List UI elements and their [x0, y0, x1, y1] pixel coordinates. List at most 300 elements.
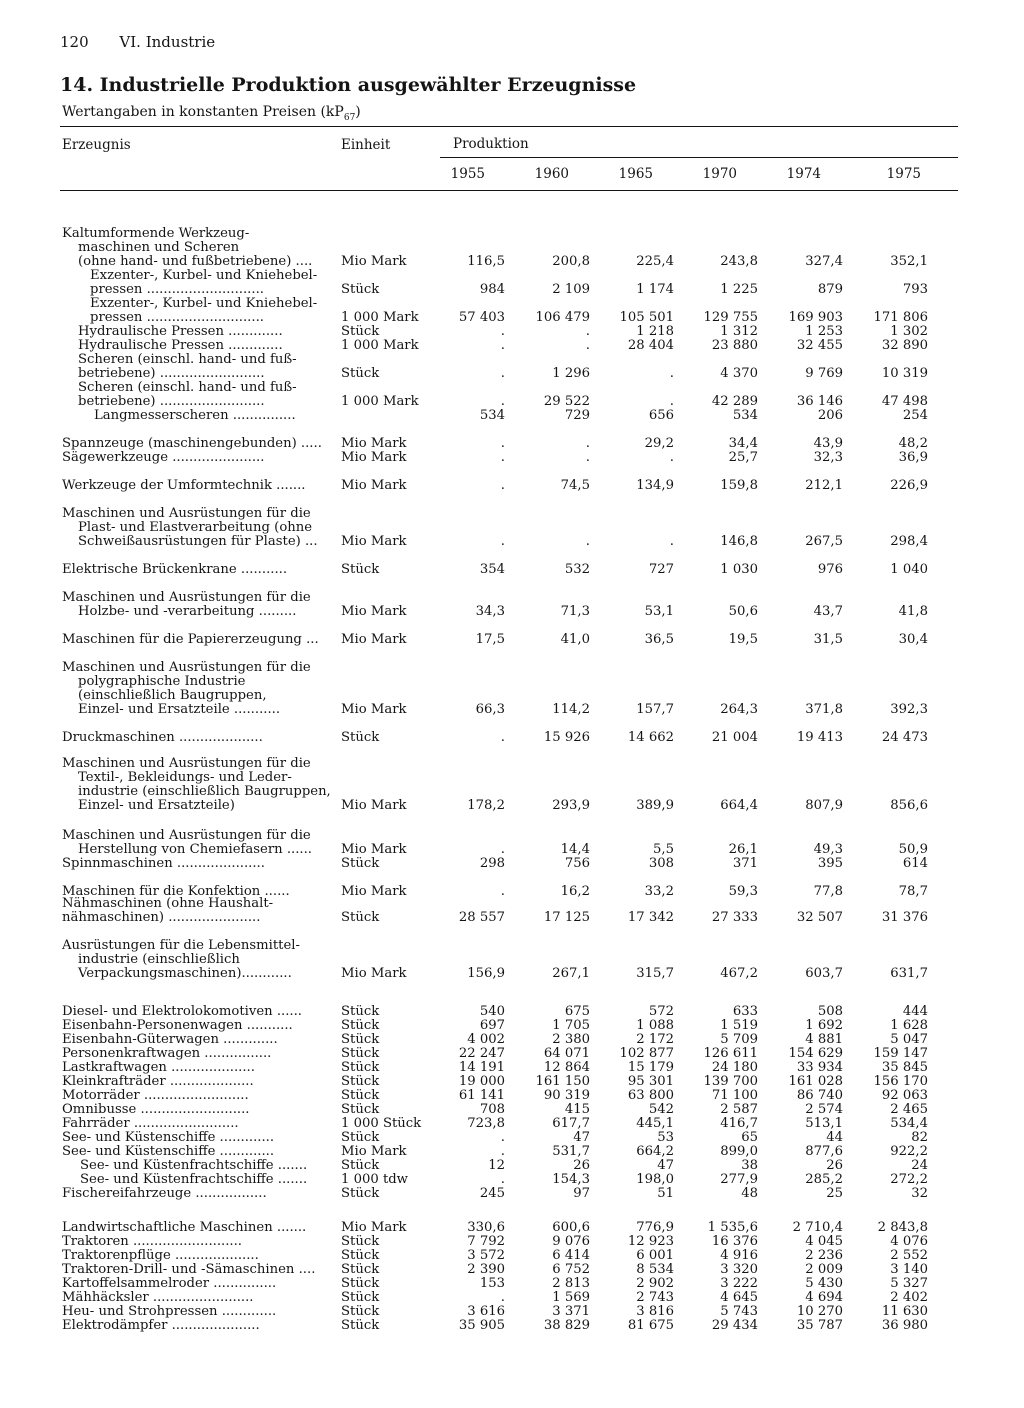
- table-row: [0, 381, 1024, 409]
- value-1965: 225,4: [636, 254, 674, 269]
- value-1960: 415: [564, 1102, 590, 1117]
- row-label-line: Eisenbahn-Güterwagen .............: [62, 1032, 278, 1047]
- value-1965: 308: [648, 856, 674, 871]
- value-1970: 664,4: [720, 798, 758, 813]
- value-1955: .: [500, 436, 505, 451]
- value-1974: 877,6: [805, 1144, 843, 1159]
- value-1970: 23 880: [711, 338, 758, 353]
- row-label-line: betriebene) .........................: [78, 394, 265, 409]
- row-label-line: Nähmaschinen (ohne Haushalt-: [62, 896, 274, 911]
- value-1974: 4 881: [805, 1032, 843, 1047]
- row-unit: Mio Mark: [341, 450, 407, 465]
- value-1955: .: [500, 842, 505, 857]
- row-label-line: Kleinkrafträder ....................: [62, 1074, 254, 1089]
- row-label-line: Druckmaschinen ....................: [62, 730, 263, 745]
- value-1955: 3 616: [467, 1304, 505, 1319]
- value-1960: 97: [573, 1186, 590, 1201]
- value-1955: .: [500, 1144, 505, 1159]
- value-1965: .: [669, 366, 674, 381]
- value-1960: .: [585, 534, 590, 549]
- value-1955: 14 191: [458, 1060, 505, 1075]
- table-row: [0, 1005, 1024, 1019]
- value-1974: 879: [817, 282, 843, 297]
- value-1974: 513,1: [805, 1116, 843, 1131]
- value-1960: 1 705: [552, 1018, 590, 1033]
- value-1974: 161 028: [788, 1074, 843, 1089]
- table-row: [0, 1187, 1024, 1201]
- table-row: [0, 1249, 1024, 1263]
- value-1965: 389,9: [636, 798, 674, 813]
- value-1965: 2 902: [636, 1276, 674, 1291]
- year-header-1955: 1955: [450, 166, 485, 182]
- value-1970: 129 755: [703, 310, 758, 325]
- table-row: [0, 939, 1024, 981]
- value-1970: 126 611: [703, 1046, 758, 1061]
- value-1965: 776,9: [636, 1220, 674, 1235]
- value-1975: 30,4: [898, 632, 928, 647]
- value-1960: 106 479: [535, 310, 590, 325]
- row-unit: Mio Mark: [341, 254, 407, 269]
- table-row: [0, 227, 1024, 269]
- value-1970: 3 222: [720, 1276, 758, 1291]
- row-unit: Stück: [341, 1102, 380, 1117]
- row-unit: Stück: [341, 324, 380, 339]
- value-1955: 697: [479, 1018, 505, 1033]
- row-unit: Stück: [341, 1018, 380, 1033]
- value-1955: 245: [479, 1186, 505, 1201]
- value-1960: 64 071: [543, 1046, 590, 1061]
- value-1960: 200,8: [552, 254, 590, 269]
- value-1965: 198,0: [636, 1172, 674, 1187]
- value-1965: 1 218: [636, 324, 674, 339]
- subtitle-subscript: 67: [343, 112, 356, 123]
- value-1955: .: [500, 1130, 505, 1145]
- row-label-line: Holzbe- und -verarbeitung .........: [78, 604, 297, 619]
- value-1970: 19,5: [728, 632, 758, 647]
- table-row: [0, 1033, 1024, 1047]
- value-1955: .: [500, 366, 505, 381]
- value-1970: 264,3: [720, 702, 758, 717]
- row-unit: Stück: [341, 366, 380, 381]
- value-1965: 445,1: [636, 1116, 674, 1131]
- year-header-1965: 1965: [618, 166, 653, 182]
- value-1965: 134,9: [636, 478, 674, 493]
- row-unit: Mio Mark: [341, 604, 407, 619]
- row-unit: Stück: [341, 1276, 380, 1291]
- value-1975: 614: [902, 856, 928, 871]
- row-unit: Stück: [341, 910, 380, 925]
- value-1960: 74,5: [560, 478, 590, 493]
- row-label-line: Werkzeuge der Umformtechnik .......: [62, 478, 306, 493]
- value-1975: 922,2: [890, 1144, 928, 1159]
- value-1965: 5,5: [653, 842, 674, 857]
- value-1974: 2 236: [805, 1248, 843, 1263]
- value-1955: .: [500, 884, 505, 899]
- value-1965: 664,2: [636, 1144, 674, 1159]
- table-row: [0, 1145, 1024, 1159]
- value-1955: 34,3: [475, 604, 505, 619]
- row-unit: Mio Mark: [341, 478, 407, 493]
- value-1975: 11 630: [881, 1304, 928, 1319]
- value-1974: 44: [826, 1130, 843, 1145]
- value-1955: 534: [479, 408, 505, 423]
- row-label-line: Eisenbahn-Personenwagen ...........: [62, 1018, 293, 1033]
- value-1974: 1 692: [805, 1018, 843, 1033]
- row-unit: 1 000 Stück: [341, 1116, 422, 1131]
- value-1965: 8 534: [636, 1262, 674, 1277]
- chapter-title: VI. Industrie: [119, 33, 216, 51]
- row-unit: Mio Mark: [341, 534, 407, 549]
- value-1970: 1 519: [720, 1018, 758, 1033]
- value-1965: 15 179: [627, 1060, 674, 1075]
- row-label-line: Maschinen und Ausrüstungen für die: [62, 660, 311, 675]
- value-1955: 61 141: [458, 1088, 505, 1103]
- value-1960: 2 813: [552, 1276, 590, 1291]
- year-header-1970: 1970: [702, 166, 737, 182]
- value-1965: 53: [657, 1130, 674, 1145]
- value-1975: 41,8: [898, 604, 928, 619]
- value-1965: 28 404: [627, 338, 674, 353]
- column-header-unit: Einheit: [341, 137, 391, 153]
- row-label-line: Schweißausrüstungen für Plaste) ...: [78, 534, 318, 549]
- value-1955: .: [500, 534, 505, 549]
- row-label-line: Herstellung von Chemiefasern ......: [78, 842, 312, 857]
- value-1965: 36,5: [644, 632, 674, 647]
- value-1955: 7 792: [467, 1234, 505, 1249]
- value-1974: 267,5: [805, 534, 843, 549]
- row-label-line: Exzenter-, Kurbel- und Kniehebel-: [90, 268, 318, 283]
- value-1965: 81 675: [627, 1318, 674, 1333]
- value-1975: 3 140: [890, 1262, 928, 1277]
- value-1955: 28 557: [458, 910, 505, 925]
- value-1975: 5 327: [890, 1276, 928, 1291]
- row-label-line: Einzel- und Ersatzteile): [78, 798, 235, 813]
- row-unit: Mio Mark: [341, 436, 407, 451]
- value-1970: 48: [741, 1186, 758, 1201]
- value-1975: 631,7: [890, 966, 928, 981]
- value-1965: 63 800: [627, 1088, 674, 1103]
- value-1975: 36,9: [898, 450, 928, 465]
- value-1974: 10 270: [796, 1304, 843, 1319]
- value-1975: 31 376: [881, 910, 928, 925]
- value-1975: 171 806: [873, 310, 928, 325]
- year-header-1960: 1960: [534, 166, 569, 182]
- value-1955: 540: [479, 1004, 505, 1019]
- table-row: [0, 731, 1024, 745]
- row-label-line: polygraphische Industrie: [78, 674, 246, 689]
- value-1960: 756: [564, 856, 590, 871]
- value-1975: 254: [902, 408, 928, 423]
- value-1974: 36 146: [796, 394, 843, 409]
- value-1960: 6 414: [552, 1248, 590, 1263]
- row-label-line: Elektrische Brückenkrane ...........: [62, 562, 288, 577]
- value-1955: 330,6: [467, 1220, 505, 1235]
- value-1970: 25,7: [728, 450, 758, 465]
- table-row: [0, 339, 1024, 353]
- value-1970: 59,3: [728, 884, 758, 899]
- row-unit: Mio Mark: [341, 798, 407, 813]
- value-1960: 29 522: [543, 394, 590, 409]
- table-title: 14. Industrielle Produktion ausgewählter Erzeugnisse: [60, 74, 637, 96]
- value-1965: 17 342: [627, 910, 674, 925]
- value-1975: 47 498: [881, 394, 928, 409]
- value-1970: 146,8: [720, 534, 758, 549]
- value-1960: 1 569: [552, 1290, 590, 1305]
- row-unit: Stück: [341, 1088, 380, 1103]
- value-1975: 534,4: [890, 1116, 928, 1131]
- value-1955: 66,3: [475, 702, 505, 717]
- row-unit: Mio Mark: [341, 842, 407, 857]
- value-1960: 293,9: [552, 798, 590, 813]
- value-1974: 169 903: [788, 310, 843, 325]
- value-1965: 315,7: [636, 966, 674, 981]
- value-1975: 4 076: [890, 1234, 928, 1249]
- value-1970: 277,9: [720, 1172, 758, 1187]
- column-header-product: Erzeugnis: [62, 137, 131, 153]
- value-1960: 161 150: [535, 1074, 590, 1089]
- value-1955: 4 002: [467, 1032, 505, 1047]
- table-row: [0, 437, 1024, 451]
- row-unit: Mio Mark: [341, 966, 407, 981]
- value-1955: 298: [479, 856, 505, 871]
- value-1970: 139 700: [703, 1074, 758, 1089]
- value-1974: 32,3: [813, 450, 843, 465]
- row-label-line: Traktorenpflüge ....................: [62, 1248, 259, 1263]
- value-1975: 36 980: [881, 1318, 928, 1333]
- row-label-line: (ohne hand- und fußbetriebene) ....: [78, 254, 313, 269]
- value-1975: 24 473: [881, 730, 928, 745]
- row-label-line: pressen ............................: [90, 310, 264, 325]
- value-1955: 3 572: [467, 1248, 505, 1263]
- value-1965: 53,1: [644, 604, 674, 619]
- value-1975: 82: [911, 1130, 928, 1145]
- value-1970: 4 645: [720, 1290, 758, 1305]
- value-1960: .: [585, 324, 590, 339]
- value-1960: .: [585, 338, 590, 353]
- table-row: [0, 1131, 1024, 1145]
- value-1974: 1 253: [805, 324, 843, 339]
- row-label-line: See- und Küstenfrachtschiffe .......: [80, 1158, 308, 1173]
- row-unit: 1 000 Mark: [341, 310, 419, 325]
- value-1965: 14 662: [627, 730, 674, 745]
- table-row: [0, 897, 1024, 925]
- row-label-line: Motorräder .........................: [62, 1088, 249, 1103]
- value-1960: 154,3: [552, 1172, 590, 1187]
- table-row: [0, 353, 1024, 381]
- row-unit: Stück: [341, 1158, 380, 1173]
- value-1974: 976: [817, 562, 843, 577]
- table-row: [0, 1263, 1024, 1277]
- table-row: [0, 563, 1024, 577]
- row-label-line: Maschinen und Ausrüstungen für die: [62, 756, 311, 771]
- value-1974: 86 740: [796, 1088, 843, 1103]
- value-1970: 416,7: [720, 1116, 758, 1131]
- value-1955: 17,5: [475, 632, 505, 647]
- table-row: [0, 325, 1024, 339]
- row-unit: Stück: [341, 1130, 380, 1145]
- value-1970: 4 370: [720, 366, 758, 381]
- row-label-line: industrie (einschließlich: [78, 952, 240, 967]
- row-label-line: Maschinen für die Konfektion ......: [62, 884, 290, 899]
- row-unit: Stück: [341, 1234, 380, 1249]
- value-1960: 38 829: [543, 1318, 590, 1333]
- value-1965: 12 923: [627, 1234, 674, 1249]
- row-label-line: Traktoren ..........................: [62, 1234, 242, 1249]
- value-1970: 1 225: [720, 282, 758, 297]
- value-1975: 78,7: [898, 884, 928, 899]
- value-1955: 984: [479, 282, 505, 297]
- value-1955: 156,9: [467, 966, 505, 981]
- row-label-line: Maschinen und Ausrüstungen für die: [62, 590, 311, 605]
- row-unit: Stück: [341, 282, 380, 297]
- value-1960: 6 752: [552, 1262, 590, 1277]
- value-1960: 12 864: [543, 1060, 590, 1075]
- value-1955: 178,2: [467, 798, 505, 813]
- value-1974: 25: [826, 1186, 843, 1201]
- value-1965: 157,7: [636, 702, 674, 717]
- value-1974: 371,8: [805, 702, 843, 717]
- row-label-line: Plast- und Elastverarbeitung (ohne: [78, 520, 313, 535]
- value-1955: .: [500, 394, 505, 409]
- row-label-line: Scheren (einschl. hand- und fuß-: [78, 352, 297, 367]
- row-label-line: Spinnmaschinen .....................: [62, 856, 265, 871]
- value-1965: 51: [657, 1186, 674, 1201]
- row-label-line: Mähhäcksler ........................: [62, 1290, 254, 1305]
- value-1960: 1 296: [552, 366, 590, 381]
- value-1955: 116,5: [467, 254, 505, 269]
- value-1974: 32 455: [796, 338, 843, 353]
- row-unit: 1 000 Mark: [341, 338, 419, 353]
- table-row: [0, 479, 1024, 493]
- row-label-line: Maschinen und Ausrüstungen für die: [62, 828, 311, 843]
- value-1975: 156 170: [873, 1074, 928, 1089]
- value-1975: 5 047: [890, 1032, 928, 1047]
- value-1975: 226,9: [890, 478, 928, 493]
- value-1965: 1 174: [636, 282, 674, 297]
- value-1965: 656: [648, 408, 674, 423]
- value-1974: 19 413: [796, 730, 843, 745]
- value-1970: 21 004: [711, 730, 758, 745]
- table-row: [0, 857, 1024, 871]
- value-1960: 14,4: [560, 842, 590, 857]
- value-1970: 3 320: [720, 1262, 758, 1277]
- value-1960: 47: [573, 1130, 590, 1145]
- value-1960: .: [585, 436, 590, 451]
- value-1955: 2 390: [467, 1262, 505, 1277]
- row-label-line: Omnibusse ..........................: [62, 1102, 250, 1117]
- value-1974: 285,2: [805, 1172, 843, 1187]
- row-label-line: Einzel- und Ersatzteile ...........: [78, 702, 281, 717]
- value-1970: 27 333: [711, 910, 758, 925]
- value-1955: .: [500, 324, 505, 339]
- row-label-line: Traktoren-Drill- und -Sämaschinen ....: [62, 1262, 316, 1277]
- row-label-line: betriebene) .........................: [78, 366, 265, 381]
- value-1970: 633: [732, 1004, 758, 1019]
- value-1970: 71 100: [711, 1088, 758, 1103]
- row-unit: 1 000 Mark: [341, 394, 419, 409]
- value-1970: 5 743: [720, 1304, 758, 1319]
- row-label-line: Heu- und Strohpressen .............: [62, 1304, 277, 1319]
- value-1970: 899,0: [720, 1144, 758, 1159]
- value-1960: 16,2: [560, 884, 590, 899]
- row-unit: Stück: [341, 1004, 380, 1019]
- table-row: [0, 1173, 1024, 1187]
- value-1965: .: [669, 450, 674, 465]
- row-label-line: Maschinen und Ausrüstungen für die: [62, 506, 311, 521]
- row-label-line: Scheren (einschl. hand- und fuß-: [78, 380, 297, 395]
- value-1974: 77,8: [813, 884, 843, 899]
- value-1965: 727: [648, 562, 674, 577]
- value-1970: 1 535,6: [707, 1220, 758, 1235]
- row-label-line: See- und Küstenschiffe .............: [62, 1144, 275, 1159]
- page-number: 120: [60, 33, 89, 51]
- value-1960: 2 380: [552, 1032, 590, 1047]
- table-row: [0, 507, 1024, 549]
- row-unit: Stück: [341, 1074, 380, 1089]
- table-row: [0, 1103, 1024, 1117]
- value-1955: .: [500, 450, 505, 465]
- row-label-line: Verpackungsmaschinen)............: [78, 966, 292, 981]
- row-label-line: (einschließlich Baugruppen,: [78, 688, 267, 703]
- row-label-line: Elektrodämpfer .....................: [62, 1318, 260, 1333]
- value-1965: 33,2: [644, 884, 674, 899]
- value-1970: 26,1: [728, 842, 758, 857]
- row-unit: Stück: [341, 730, 380, 745]
- value-1975: 50,9: [898, 842, 928, 857]
- value-1970: 24 180: [711, 1060, 758, 1075]
- value-1965: .: [669, 394, 674, 409]
- value-1965: 6 001: [636, 1248, 674, 1263]
- value-1960: 9 076: [552, 1234, 590, 1249]
- table-row: [0, 661, 1024, 717]
- value-1975: 92 063: [881, 1088, 928, 1103]
- value-1975: 2 402: [890, 1290, 928, 1305]
- value-1955: .: [500, 478, 505, 493]
- row-unit: Stück: [341, 1186, 380, 1201]
- value-1960: 729: [564, 408, 590, 423]
- row-label-line: pressen ............................: [90, 282, 264, 297]
- value-1974: 5 430: [805, 1276, 843, 1291]
- table-row: [0, 1019, 1024, 1033]
- table-row: [0, 1075, 1024, 1089]
- table-row: [0, 1235, 1024, 1249]
- value-1974: 395: [817, 856, 843, 871]
- value-1965: 47: [657, 1158, 674, 1173]
- table-row: [0, 591, 1024, 619]
- value-1955: 354: [479, 562, 505, 577]
- table-row: [0, 1291, 1024, 1305]
- value-1974: 206: [817, 408, 843, 423]
- row-unit: Stück: [341, 562, 380, 577]
- table-row: [0, 1319, 1024, 1333]
- value-1975: 856,6: [890, 798, 928, 813]
- value-1974: 603,7: [805, 966, 843, 981]
- value-1955: 723,8: [467, 1116, 505, 1131]
- table-row: [0, 1159, 1024, 1173]
- row-unit: Mio Mark: [341, 1220, 407, 1235]
- row-label-line: Fischereifahrzeuge .................: [62, 1186, 267, 1201]
- subtitle-text: Wertangaben in konstanten Preisen (kP: [62, 104, 344, 120]
- value-1975: 2 465: [890, 1102, 928, 1117]
- row-unit: Stück: [341, 1304, 380, 1319]
- row-label-line: Sägewerkzeuge ......................: [62, 450, 265, 465]
- value-1965: .: [669, 534, 674, 549]
- row-label-line: See- und Küstenschiffe .............: [62, 1130, 275, 1145]
- year-header-1975: 1975: [886, 166, 921, 182]
- value-1974: 508: [817, 1004, 843, 1019]
- row-unit: Stück: [341, 1032, 380, 1047]
- row-label-line: Hydraulische Pressen .............: [78, 324, 283, 339]
